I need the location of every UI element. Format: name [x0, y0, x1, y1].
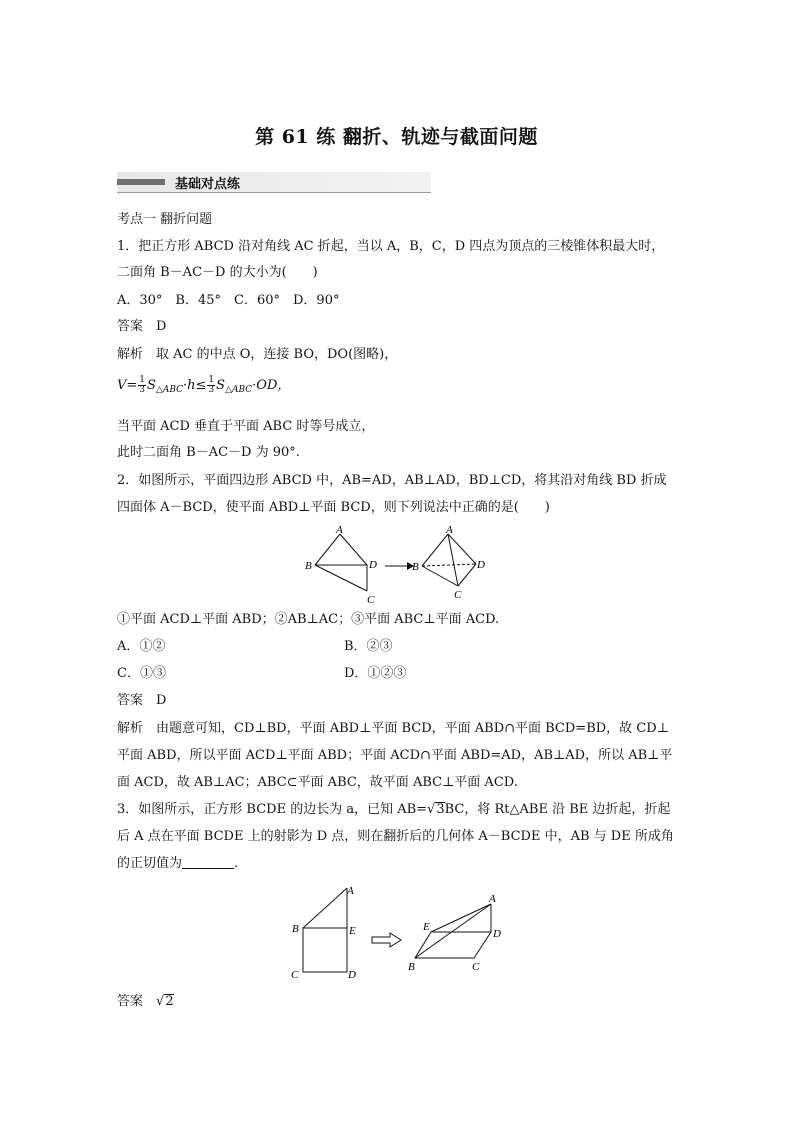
label-c: C [367, 594, 375, 606]
base-bcde [415, 932, 491, 958]
analysis-text: 取 AC 的中点 O，连接 BO，DO(图略)， [156, 347, 398, 362]
label-c-2: C [472, 961, 480, 973]
edge-ad [340, 534, 367, 565]
label-d-2: D [493, 928, 501, 940]
fraction-one-third: $\frac{1}{3}$ [139, 375, 146, 395]
answer-label: 答案 [117, 693, 144, 708]
formula-end: ·OD， [252, 378, 291, 393]
answer-label: 答案 [117, 319, 144, 334]
tetra-ad [448, 534, 476, 564]
label-a-2: A [446, 524, 453, 536]
q2-analysis-line2: 平面 ABD，所以平面 ACD⊥平面 ABD；平面 ACD∩平面 ABD=AD，AB⊥AD，所以 AB⊥平 [117, 748, 673, 763]
analysis-text: 由题意可知，CD⊥BD，平面 ABD⊥平面 BCD，平面 ABD∩平面 BCD=BD，故 CD⊥ [156, 721, 669, 736]
q2-statements: ①平面 ACD⊥平面 ABD；②AB⊥AC；③平面 ABC⊥平面 ACD. [117, 612, 500, 627]
q2-figure [300, 524, 500, 606]
q2-option-b: B．②③ [344, 639, 393, 654]
section-marker [117, 179, 165, 185]
label-d-2: D [477, 559, 485, 571]
label-b: B [292, 923, 299, 935]
q3-answer [117, 993, 174, 1011]
tetra-bc [422, 566, 458, 586]
label-c-2: C [454, 589, 462, 601]
edge-ab [315, 534, 340, 565]
q3-stem-line1: 3．如图所示，正方形 BCDE 的边长为 a，已知 AB=√3BC，将 Rt△ABE 沿 BE 边折起，折起 [117, 802, 671, 817]
edge-ae-folded [431, 904, 491, 932]
label-e: E [349, 925, 356, 937]
tetra-ab [422, 534, 448, 566]
q2-stem-line1: 2．如图所示，平面四边形 ABCD 中，AB=AD，AB⊥AD，BD⊥CD，将其沿对角线 BD 折成 [117, 473, 667, 488]
label-a: A [336, 524, 343, 536]
analysis-label: 解析 [117, 721, 144, 736]
formula-mid: ·h≤ [183, 378, 207, 393]
label-a-2: A [489, 893, 496, 905]
label-b-2: B [408, 961, 415, 973]
section-label: 基础对点练 [175, 177, 241, 192]
q2-option-d: D．①②③ [344, 666, 407, 681]
label-d: D [348, 969, 356, 981]
answer-label: 答案 [117, 994, 144, 1009]
q1-analysis-line3: 当平面 ACD 垂直于平面 ABC 时等号成立， [117, 419, 375, 434]
section-header [117, 172, 431, 193]
q3-stem-line2: 后 A 点在平面 BCDE 上的射影为 D 点，则在翻折后的几何体 A－BCDE 中，AB 与 DE 所成角 [117, 829, 674, 844]
tetra-ac [448, 534, 458, 586]
formula-s-2: S [216, 378, 226, 393]
label-a: A [347, 885, 354, 897]
label-d: D [369, 559, 377, 571]
edge-ab-flat [303, 888, 347, 928]
q1-formula [117, 376, 290, 399]
page-title: 第 61 练 翻折、轨迹与截面问题 [255, 126, 538, 148]
q1-options: A．30° B．45° C．60° D．90° [117, 293, 340, 308]
tetra-bd-hidden [422, 564, 476, 566]
sqrt-three: √3 [427, 802, 445, 817]
edge-bc [315, 565, 367, 591]
answer-value: D [156, 693, 167, 708]
answer-sqrt: √2 [156, 994, 174, 1009]
q2-stem-line2: 四面体 A－BCD，使平面 ABD⊥平面 BCD，则下列说法中正确的是( ) [117, 500, 550, 515]
q3-figure [285, 882, 515, 982]
formula-s: S [147, 378, 156, 393]
q2-analysis-line3: 面 ACD，故 AB⊥AC；ABC⊂平面 ABC，故平面 ABC⊥平面 ACD. [117, 775, 518, 790]
q2-answer [117, 692, 166, 710]
analysis-label: 解析 [117, 347, 144, 362]
q3-stem-line3: 的正切值为 . [117, 856, 239, 871]
q1-stem-line2: 二面角 B－AC－D 的大小为( ) [117, 265, 318, 280]
q1-analysis-line1 [117, 346, 397, 364]
q1-answer [117, 318, 166, 336]
answer-value: D [156, 319, 167, 334]
q1-stem-line1: 1．把正方形 ABCD 沿对角线 AC 折起，当以 A，B，C，D 四点为顶点的三棱锥体积最大时， [117, 239, 665, 254]
tetra-cd [458, 564, 476, 586]
q2-analysis-line1 [117, 720, 669, 738]
answer-blank [182, 856, 234, 869]
label-b: B [305, 560, 312, 572]
label-c: C [291, 969, 299, 981]
q2-option-a: A．①② [117, 639, 166, 654]
label-b-2: B [412, 561, 419, 573]
label-e-2: E [423, 921, 430, 933]
topic-heading: 考点一 翻折问题 [117, 212, 213, 227]
q1-analysis-line4: 此时二面角 B－AC－D 为 90°. [117, 445, 300, 460]
formula-subscript-2: △ABC [225, 385, 253, 395]
formula-subscript: △ABC [155, 385, 184, 395]
square-bcde [303, 928, 347, 972]
formula-v: V= [117, 378, 138, 393]
outline-arrow [372, 933, 401, 947]
q2-option-c: C．①③ [117, 666, 166, 681]
fraction-one-third-2: $\frac{1}{3}$ [208, 375, 215, 395]
